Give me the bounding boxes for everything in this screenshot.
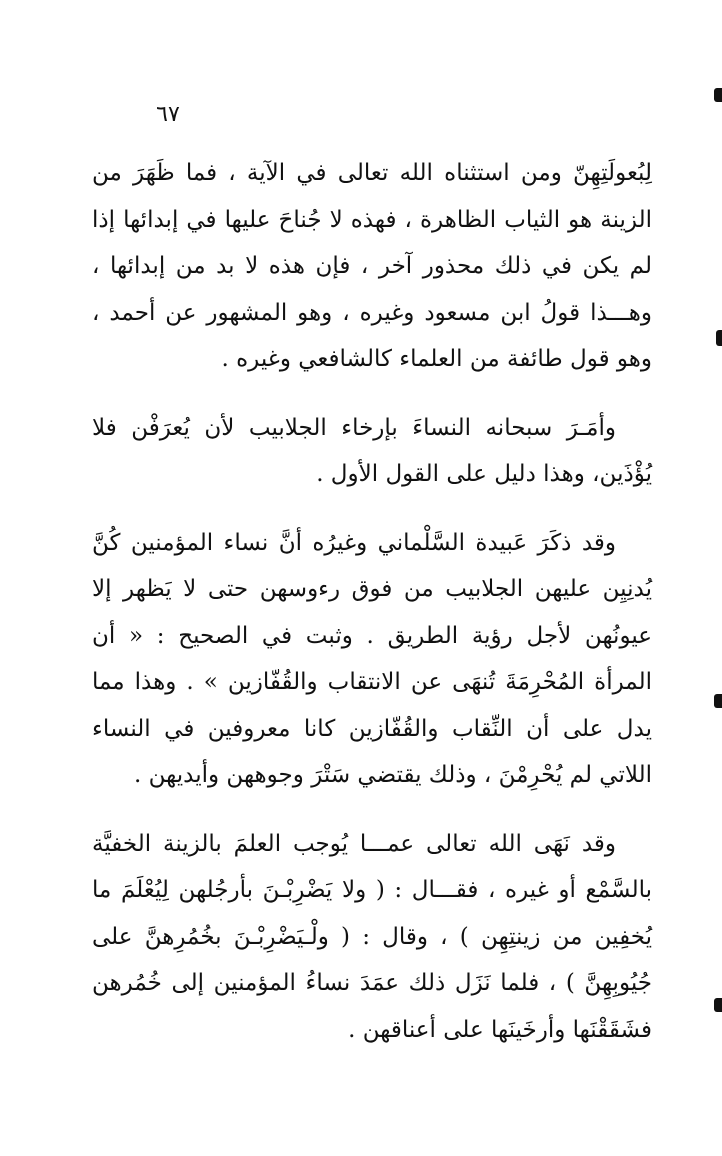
paragraph-2: وأمَـرَ سبحانه النساءَ بإرخاء الجلابيب لأن يُعرَفْن فلا يُؤْذَين، وهذا دليل على القول الأول .: [92, 414, 652, 487]
binding-hole-mark: [714, 998, 722, 1012]
binding-hole-mark: [716, 330, 722, 346]
paragraph-1: لِبُعولَتِهِنّ ومن استثناه الله تعالى في الآية ، فما ظَهَرَ من الزينة هو الثياب الظاهرة ، فهذه لا جُناحَ عليها في إبدائها إذا لم يكن في ذلك محذور آخر ، فإن هذه لا بد من إبدائها ، وهـــذا قولُ ابن مسعود وغيره ، وهو المشهور عن أحمد ، وهو قول طائفة من العلماء كالشافعي وغيره .: [92, 160, 652, 372]
binding-hole-mark: [714, 694, 722, 708]
binding-hole-mark: [714, 88, 722, 102]
paragraph-3: وقد ذكَرَ عَبيدة السَّلْماني وغيرُه أنَّ نساء المؤمنين كُنَّ يُدنِيِن عليهن الجلابيب من فوق رءوسهن حتى لا يَظهر إلا عيونُهن لأجل رؤية الطريق . وثبت في الصحيح : « أن المرأة المُحْرِمَةَ تُنهَى عن الانتقاب والقُفّازين » . وهذا مما يدل على أن النِّقاب والقُفّازين كانا معروفين في النساء اللاتي لم يُحْرِمْنَ ، وذلك يقتضي سَتْرَ وجوههن وأيديهن .: [92, 529, 652, 788]
body-text: [92, 150, 652, 1053]
paragraph-4: وقد نَهَى الله تعالى عمـــا يُوجب العلمَ بالزينة الخفيَّة بالسَّمْع أو غيره ، فقـــال : ( ولا يَضْرِبْـنَ بأرجُلهن لِيُعْلَمَ ما يُخفِين من زينتِهِن ) ، وقال : ( ولْـيَضْرِبْـنَ بخُمُرِهنَّ على جُيُوبِهِنَّ ) ، فلما نَزَل ذلك عمَدَ نساءُ المؤمنين إلى خُمُرهن فشَقَقْنَها وأرخَينَها على أعناقهن .: [92, 830, 652, 1043]
page-number: ٦٧: [156, 102, 180, 127]
